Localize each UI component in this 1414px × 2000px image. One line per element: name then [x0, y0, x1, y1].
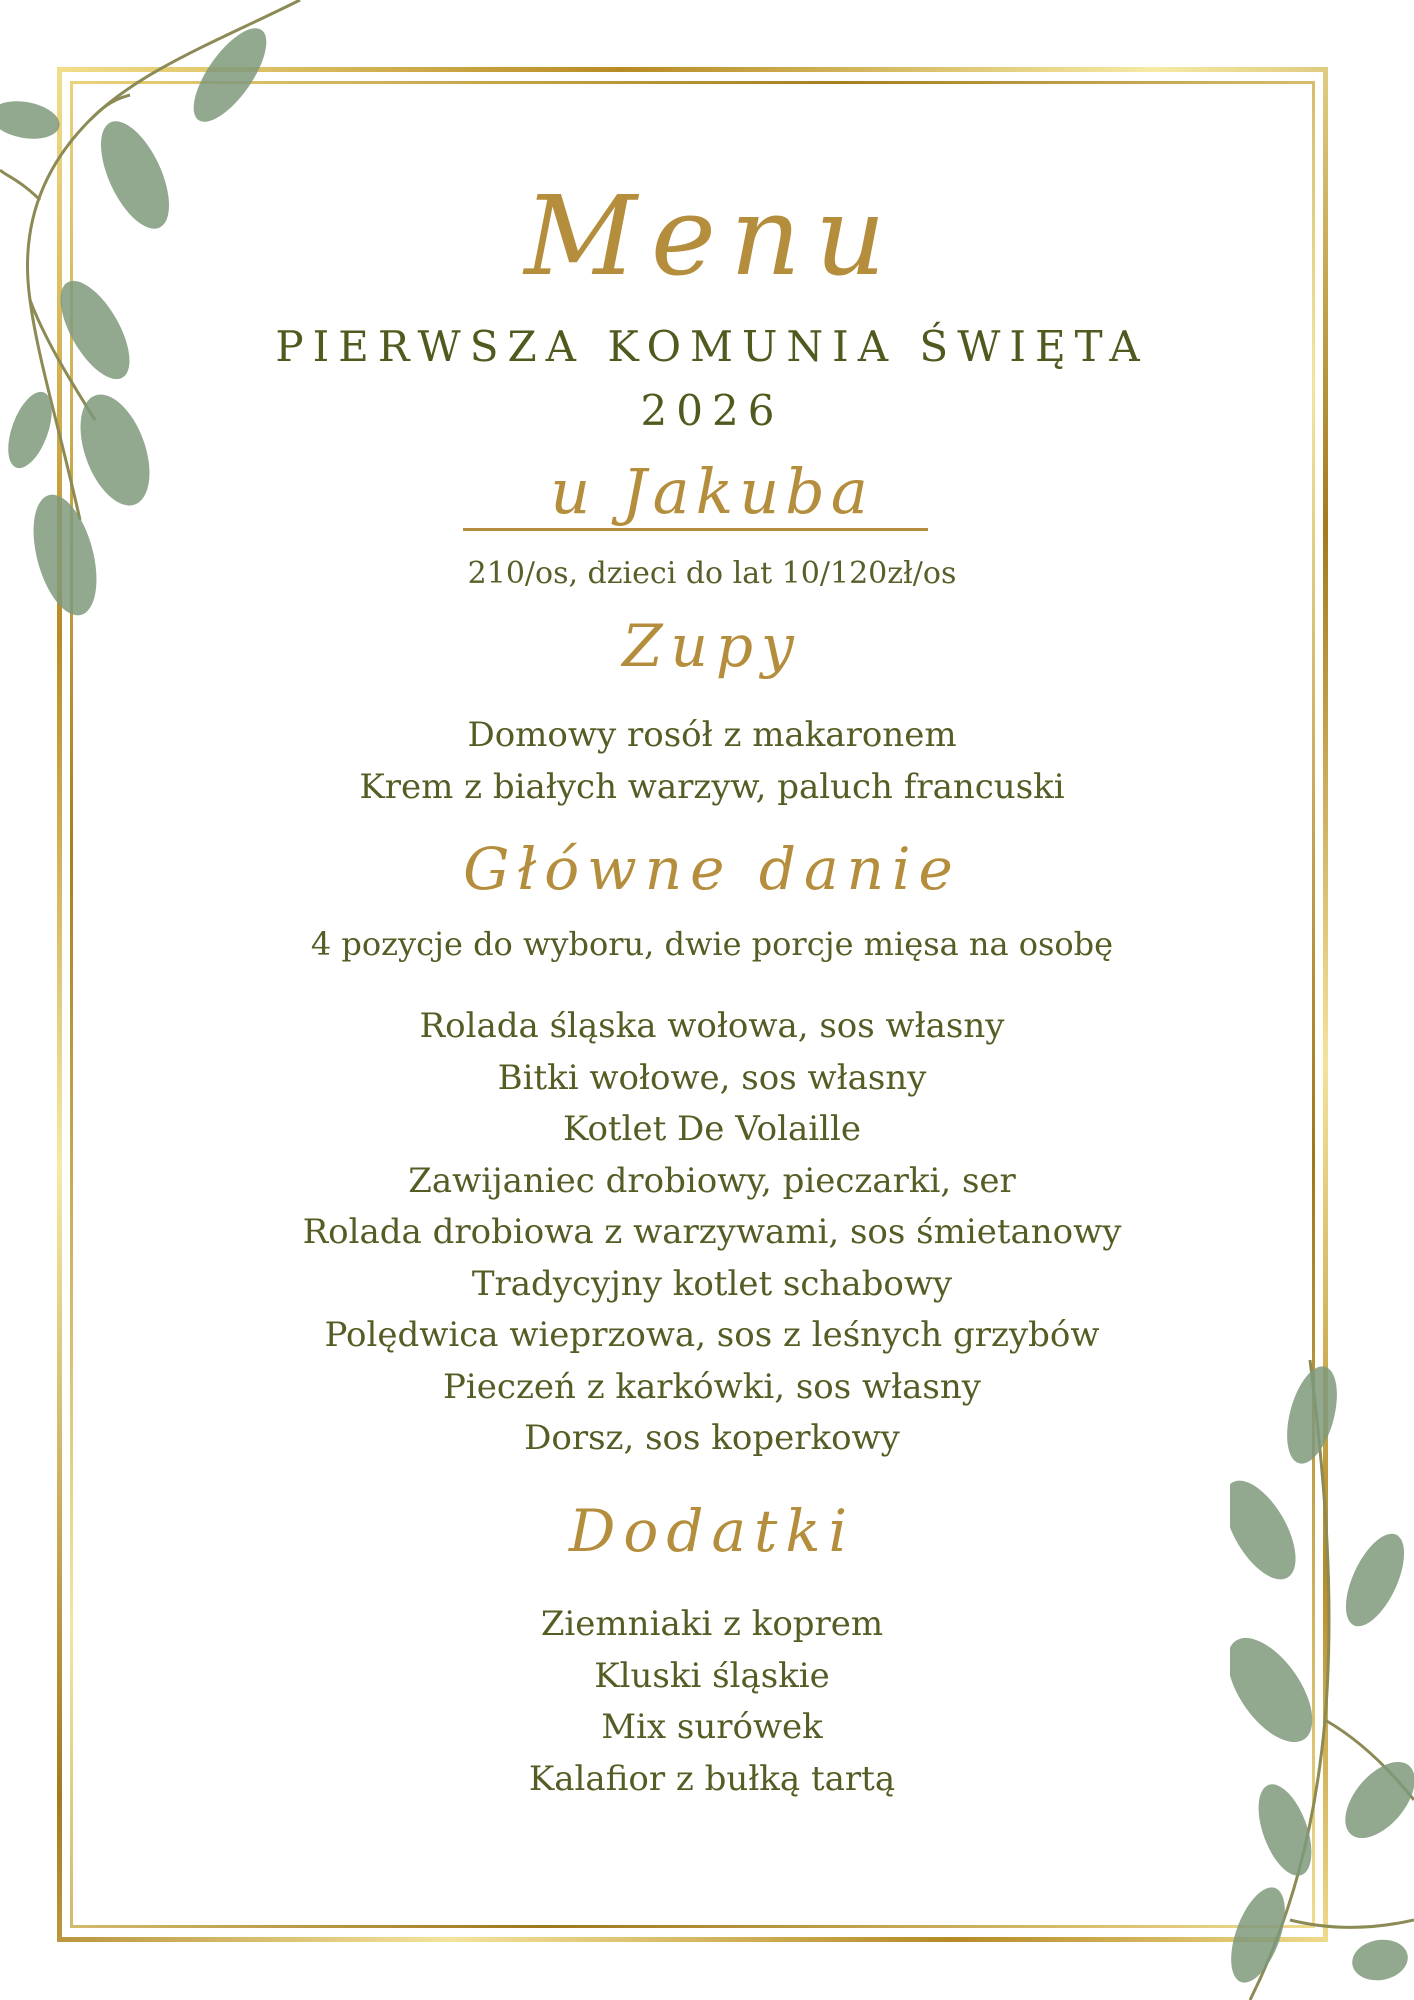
- section-title-sides: Dodatki: [568, 1497, 856, 1565]
- sides-list: [180, 1599, 1244, 1805]
- list-item: Rolada drobiowa z warzywami, sos śmietanowy: [302, 1212, 1122, 1252]
- list-item: Polędwica wieprzowa, sos z leśnych grzybów: [324, 1315, 1100, 1355]
- list-item: Mix surówek: [601, 1707, 823, 1747]
- list-item: Ziemniaki z koprem: [540, 1604, 884, 1644]
- list-item: Zawijaniec drobiowy, pieczarki, ser: [408, 1160, 1016, 1201]
- main-course-list: [180, 1001, 1244, 1465]
- bottom-right-leaves-icon: [1230, 1360, 1414, 2000]
- venue-name: u Jakuba: [550, 455, 874, 528]
- section-title-soups: Zupy: [622, 612, 802, 680]
- price-info: 210/os, dzieci do lat 10/120zł/os: [467, 556, 957, 591]
- list-item: Dorsz, sos koperkowy: [524, 1418, 900, 1458]
- list-item: Krem z białych warzyw, paluch francuski: [359, 766, 1065, 807]
- section-title-main-course: Główne danie: [463, 835, 961, 903]
- list-item: Kotlet De Volaille: [562, 1109, 862, 1149]
- list-item: Domowy rosół z makaronem: [467, 715, 957, 755]
- list-item: Kluski śląskie: [594, 1655, 830, 1696]
- list-item: Kalafior z bułką tartą: [528, 1758, 896, 1799]
- list-item: Rolada śląska wołowa, sos własny: [419, 1006, 1005, 1046]
- list-item: Bitki wołowe, sos własny: [497, 1057, 927, 1098]
- list-item: Pieczeń z karkówki, sos własny: [443, 1366, 981, 1407]
- event-title: PIERWSZA KOMUNIA ŚWIĘTA: [275, 322, 1149, 371]
- main-course-note: 4 pozycje do wyboru, dwie porcje mięsa na osobę: [310, 925, 1114, 963]
- divider-line: [463, 528, 928, 531]
- list-item: Tradycyjny kotlet schabowy: [471, 1263, 953, 1304]
- menu-title: Menu: [524, 172, 900, 300]
- menu-content: [180, 0, 1244, 2000]
- soups-list: [180, 710, 1244, 813]
- event-year: 2026: [640, 386, 784, 435]
